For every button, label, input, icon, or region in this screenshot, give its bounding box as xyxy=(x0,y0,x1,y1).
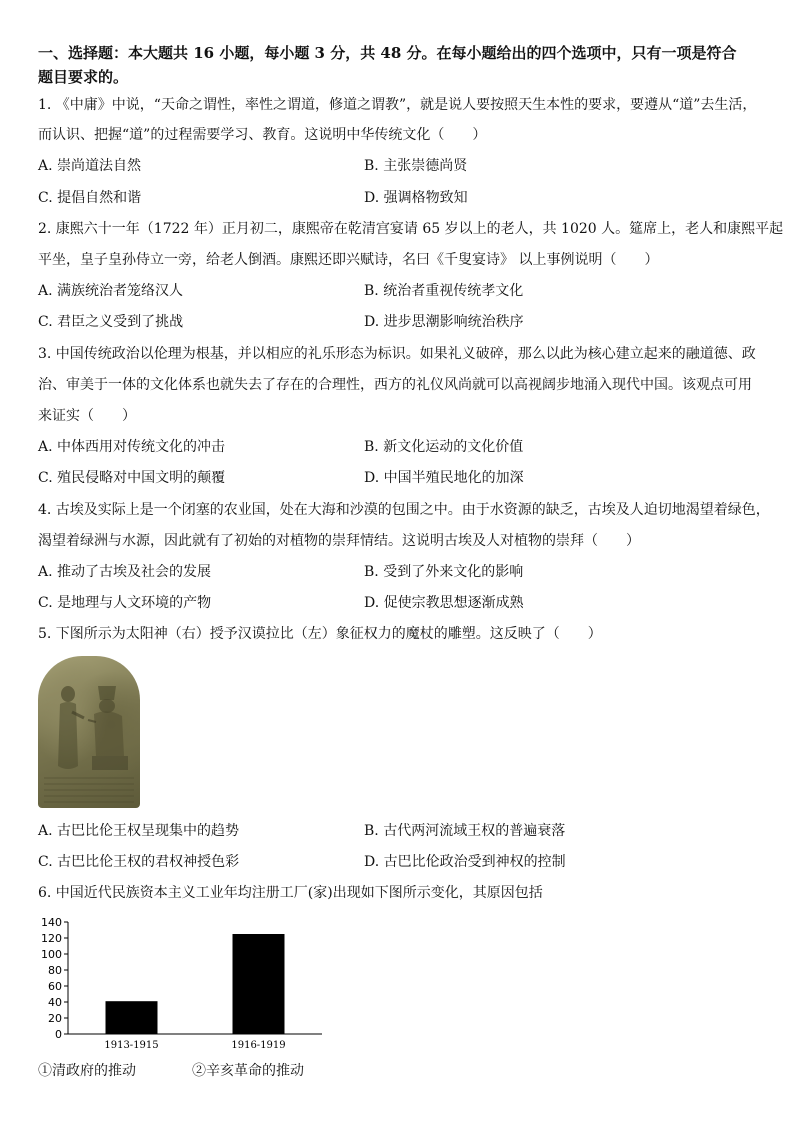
chart-y-tick-label: 0 xyxy=(55,1028,62,1041)
hammurabi-stele-image xyxy=(38,656,140,808)
question-2-option-c[interactable]: C. 君臣之义受到了挑战 xyxy=(38,314,184,330)
section-heading-line-1: 一、选择题：本大题共 16 小题，每小题 3 分，共 48 分。在每小题给出的四个选项中，只有一项是符合 xyxy=(38,44,737,62)
question-4-option-a[interactable]: A. 推动了古埃及社会的发展 xyxy=(38,564,212,580)
question-4-line-1: 4. 古埃及实际上是一个闭塞的农业国，处在大海和沙漠的包围之中。由于水资源的缺乏，古埃及人迫切地渴望着绿色， xyxy=(38,502,770,518)
chart-y-tick-label: 20 xyxy=(48,1012,62,1025)
question-1-line-1: 1. 《中庸》中说，“天命之谓性，率性之谓道，修道之谓教”，就是说人要按照天生本性的要求，要遵从“道”去生活， xyxy=(38,97,757,113)
chart-y-tick-label: 80 xyxy=(48,964,62,977)
chart-bar xyxy=(106,1001,158,1034)
question-4-option-b[interactable]: B. 受到了外来文化的影响 xyxy=(364,564,524,580)
question-4-line-2: 渴望着绿洲与水源，因此就有了初始的对植物的崇拜情结。这说明古埃及人对植物的崇拜（ ） xyxy=(38,533,640,549)
section-heading-line-2: 题目要求的。 xyxy=(38,68,129,86)
chart-x-tick-label: 1913-1915 xyxy=(104,1040,159,1051)
question-3-option-a[interactable]: A. 中体西用对传统文化的冲击 xyxy=(38,439,226,455)
question-6-option-2[interactable]: ②辛亥革命的推动 xyxy=(192,1063,304,1079)
chart-y-tick-label: 100 xyxy=(41,948,62,961)
question-6-option-1[interactable]: ①清政府的推动 xyxy=(38,1063,136,1079)
question-5-option-b[interactable]: B. 古代两河流域王权的普遍衰落 xyxy=(364,823,566,839)
chart-y-tick-label: 40 xyxy=(48,996,62,1009)
question-1-line-2: 而认识、把握“道”的过程需要学习、教育。这说明中华传统文化（ ） xyxy=(38,127,487,143)
question-2-option-a[interactable]: A. 满族统治者笼络汉人 xyxy=(38,283,184,299)
question-3-option-c[interactable]: C. 殖民侵略对中国文明的颠覆 xyxy=(38,470,226,486)
question-3-line-2: 治、审美于一体的文化体系也就失去了存在的合理性，西方的礼仪风尚就可以高视阔步地涌入现代中国。该观点可用 xyxy=(38,377,752,393)
question-5-option-c[interactable]: C. 古巴比伦王权的君权神授色彩 xyxy=(38,854,240,870)
question-2-line-2: 平坐，皇子皇孙侍立一旁，给老人倒酒。康熙还即兴赋诗，名曰《千叟宴诗》 以上事例说明（ ） xyxy=(38,252,659,268)
chart-x-tick-label: 1916-1919 xyxy=(231,1040,286,1051)
factory-registration-bar-chart xyxy=(38,912,338,1052)
chart-y-tick-label: 60 xyxy=(48,980,62,993)
question-1-option-d[interactable]: D. 强调格物致知 xyxy=(364,190,468,206)
question-1-option-b[interactable]: B. 主张崇德尚贤 xyxy=(364,158,468,174)
question-5-option-d[interactable]: D. 古巴比伦政治受到神权的控制 xyxy=(364,854,566,870)
question-5-option-a[interactable]: A. 古巴比伦王权呈现集中的趋势 xyxy=(38,823,240,839)
question-3-option-b[interactable]: B. 新文化运动的文化价值 xyxy=(364,439,524,455)
question-4-option-d[interactable]: D. 促使宗教思想逐渐成熟 xyxy=(364,595,524,611)
question-3-line-1: 3. 中国传统政治以伦理为根基，并以相应的礼乐形态为标识。如果礼义破碎，那么以此为核心建立起来的融道德、政 xyxy=(38,346,756,362)
question-4-option-c[interactable]: C. 是地理与人文环境的产物 xyxy=(38,595,212,611)
chart-bar xyxy=(233,934,285,1034)
chart-y-tick-label: 120 xyxy=(41,932,62,945)
stele-relief xyxy=(38,656,140,808)
question-6-line-1: 6. 中国近代民族资本主义工业年均注册工厂(家)出现如下图所示变化，其原因包括 xyxy=(38,885,543,901)
question-5-line-1: 5. 下图所示为太阳神（右）授予汉谟拉比（左）象征权力的魔杖的雕塑。这反映了（ ） xyxy=(38,626,602,642)
question-1-option-a[interactable]: A. 崇尚道法自然 xyxy=(38,158,142,174)
question-3-option-d[interactable]: D. 中国半殖民地化的加深 xyxy=(364,470,524,486)
question-2-option-d[interactable]: D. 进步思潮影响统治秩序 xyxy=(364,314,524,330)
question-2-option-b[interactable]: B. 统治者重视传统孝文化 xyxy=(364,283,524,299)
chart-y-tick-label: 140 xyxy=(41,916,62,929)
question-2-line-1: 2. 康熙六十一年（1722 年）正月初二，康熙帝在乾清宫宴请 65 岁以上的老人，共 1020 人。筵席上，老人和康熙平起 xyxy=(38,221,784,237)
question-1-option-c[interactable]: C. 提倡自然和谐 xyxy=(38,190,142,206)
question-3-line-3: 来证实（ ） xyxy=(38,408,136,424)
